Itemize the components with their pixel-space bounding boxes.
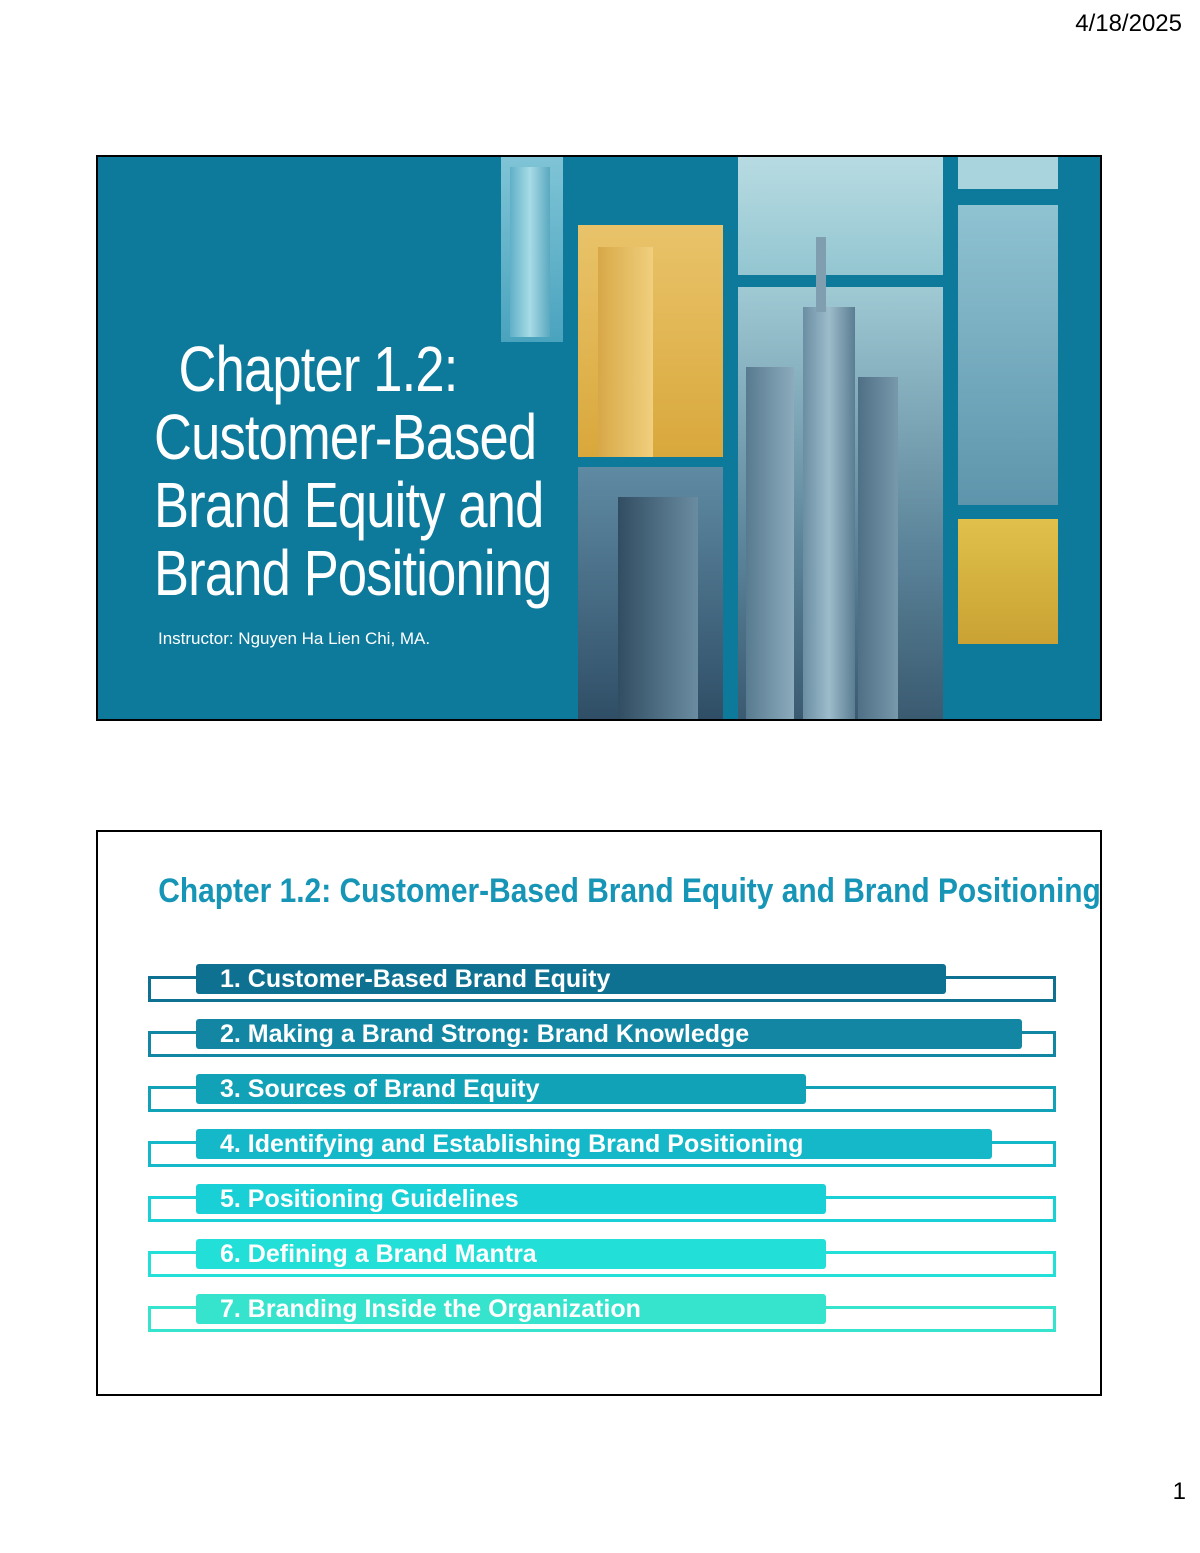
photo-panel-top-center (738, 157, 943, 275)
title-line: Chapter 1.2: (178, 333, 458, 405)
agenda-item (98, 964, 1102, 1014)
item-bar: 7. Branding Inside the Organization (196, 1294, 826, 1324)
title-line: Customer-Based (154, 401, 537, 473)
agenda-item (98, 1129, 1102, 1179)
item-bar: 3. Sources of Brand Equity (196, 1074, 806, 1104)
photo-panel-right (958, 205, 1058, 505)
agenda-item (98, 1294, 1102, 1344)
agenda-slide (96, 830, 1102, 1396)
title-slide (96, 155, 1102, 721)
agenda-item (98, 1184, 1102, 1234)
skyscraper (598, 247, 653, 457)
instructor-name: Instructor: Nguyen Ha Lien Chi, MA. (158, 629, 431, 648)
skyscraper (746, 367, 794, 721)
agenda-title: Chapter 1.2: Customer-Based Brand Equity and Brand Positioning (158, 872, 1101, 910)
photo-panel-gold-small (958, 519, 1058, 644)
item-bar: 2. Making a Brand Strong: Brand Knowledge (196, 1019, 1022, 1049)
skyscraper (858, 377, 898, 721)
agenda-item (98, 1074, 1102, 1124)
item-bar: 6. Defining a Brand Mantra (196, 1239, 826, 1269)
photo-panel-top-right (958, 157, 1058, 189)
item-bar: 1. Customer-Based Brand Equity (196, 964, 946, 994)
skyscraper (510, 167, 550, 337)
skyscraper (618, 497, 698, 721)
page-number: 1 (1172, 1478, 1186, 1505)
title-line: Brand Equity and (154, 469, 544, 541)
slide-title (154, 333, 552, 609)
agenda-item (98, 1019, 1102, 1069)
item-bar: 5. Positioning Guidelines (196, 1184, 826, 1214)
agenda-item (98, 1239, 1102, 1289)
skyscraper (803, 307, 855, 721)
skyscraper (816, 237, 826, 312)
item-bar: 4. Identifying and Establishing Brand Positioning (196, 1129, 992, 1159)
print-date: 4/18/2025 (1075, 10, 1182, 37)
title-line: Brand Positioning (154, 537, 552, 609)
